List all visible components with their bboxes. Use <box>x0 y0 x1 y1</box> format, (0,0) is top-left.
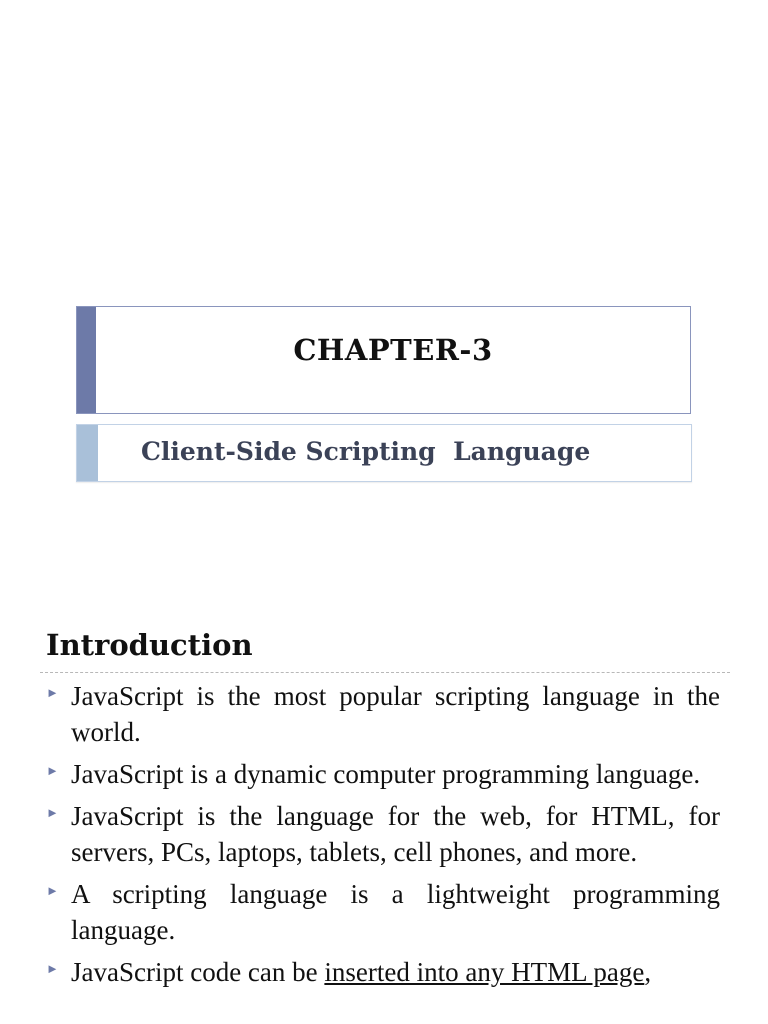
chapter-title-box <box>76 306 691 414</box>
triangle-right-icon: ► <box>46 961 59 976</box>
bullet-text: JavaScript is the language for the web, for HTML, for servers, PCs, laptops, tablets, cell phones, and more. <box>71 801 720 867</box>
bullet-list <box>46 678 720 996</box>
list-item <box>46 756 720 792</box>
triangle-right-icon: ► <box>46 805 59 820</box>
intro-heading: Introduction <box>46 628 253 662</box>
bullet-text-after: , <box>644 957 652 987</box>
triangle-right-icon: ► <box>46 763 59 778</box>
bullet-text-underlined: inserted into any HTML page <box>324 957 645 987</box>
heading-divider <box>40 672 730 673</box>
list-item <box>46 876 720 948</box>
list-item <box>46 954 720 990</box>
chapter-subtitle-box <box>76 424 692 482</box>
bullet-text: JavaScript is the most popular scripting language in the world. <box>71 681 720 747</box>
bullet-text: JavaScript is a dynamic computer programming language. <box>71 759 701 789</box>
title-accent-bar <box>77 307 96 413</box>
subtitle-accent-bar <box>77 425 98 481</box>
triangle-right-icon: ► <box>46 685 59 700</box>
list-item <box>46 798 720 870</box>
bullet-text <box>71 957 651 987</box>
triangle-right-icon: ► <box>46 883 59 898</box>
chapter-subtitle: Client-Side Scripting Language <box>141 437 591 466</box>
bullet-text: A scripting language is a lightweight programming language. <box>71 879 720 945</box>
chapter-title: CHAPTER-3 <box>293 333 493 367</box>
bullet-text-before: JavaScript code can be <box>71 957 325 987</box>
list-item <box>46 678 720 750</box>
